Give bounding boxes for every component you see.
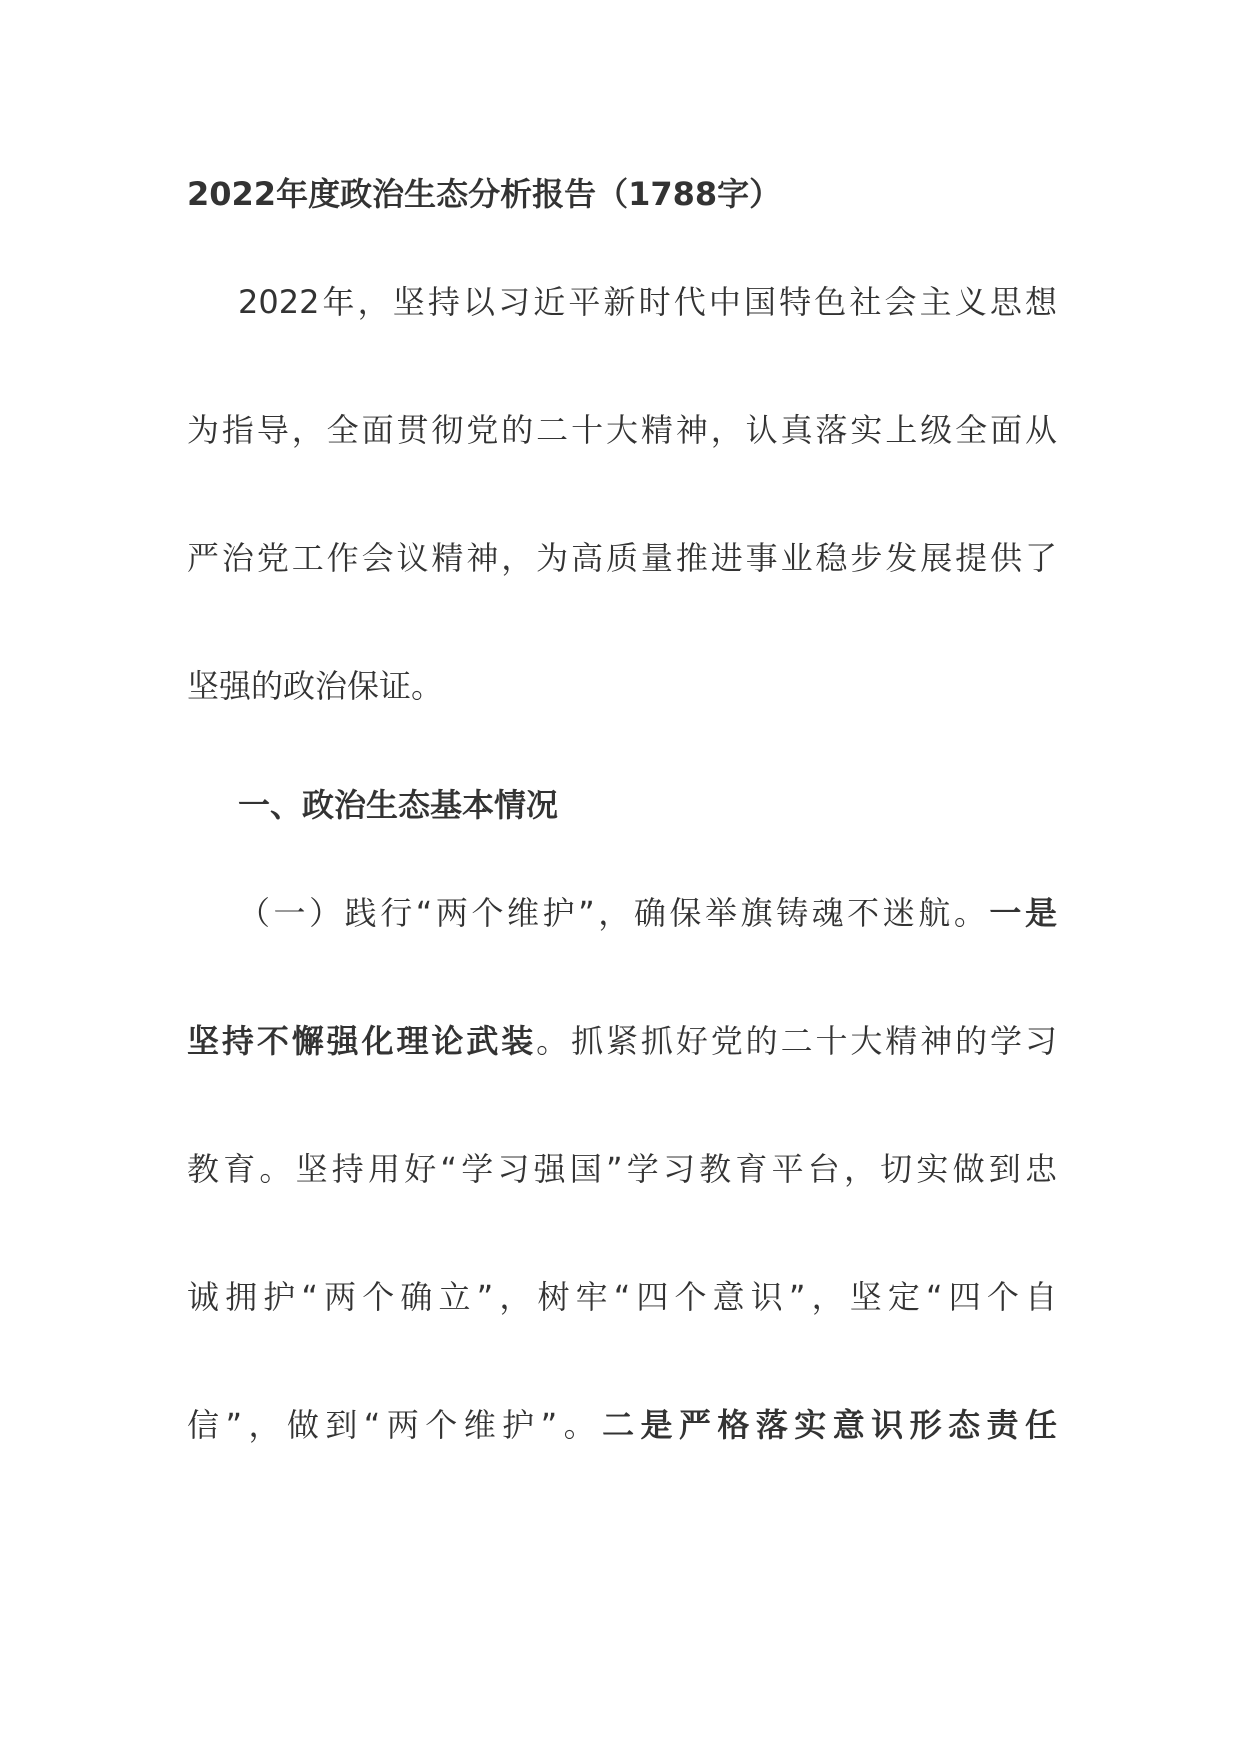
paragraph-line-5 (187, 1405, 1057, 1445)
paragraph-line-5-text: 信”，做到“两个维护”。 (187, 1406, 603, 1444)
paragraph-line-2 (187, 1021, 1057, 1061)
paragraph-line-2-text: 。抓紧抓好党的二十大精神的学习 (536, 1022, 1057, 1060)
intro-line-1: 2022年，坚持以习近平新时代中国特色社会主义思想 (238, 283, 1057, 321)
section-heading: 一、政治生态基本情况 (238, 786, 559, 824)
paragraph-line-1-text: （一）践行“两个维护”，确保举旗铸魂不迷航。 (238, 894, 990, 932)
paragraph-line-1-bold: 一是 (989, 894, 1057, 932)
paragraph-line-4: 诚拥护“两个确立”，树牢“四个意识”，坚定“四个自 (187, 1278, 1057, 1316)
paragraph-line-3: 教育。坚持用好“学习强国”学习教育平台，切实做到忠 (187, 1150, 1057, 1188)
document-title: 2022年度政治生态分析报告（1788字） (187, 175, 782, 213)
paragraph-line-5-bold: 二是严格落实意识形态责任 (602, 1406, 1057, 1444)
paragraph-line-1 (238, 893, 1057, 933)
paragraph-line-2-bold: 坚持不懈强化理论武装 (187, 1022, 537, 1060)
intro-line-4: 坚强的政治保证。 (187, 667, 444, 705)
intro-line-3: 严治党工作会议精神，为高质量推进事业稳步发展提供了 (187, 539, 1057, 577)
intro-line-2: 为指导，全面贯彻党的二十大精神，认真落实上级全面从 (187, 411, 1057, 449)
